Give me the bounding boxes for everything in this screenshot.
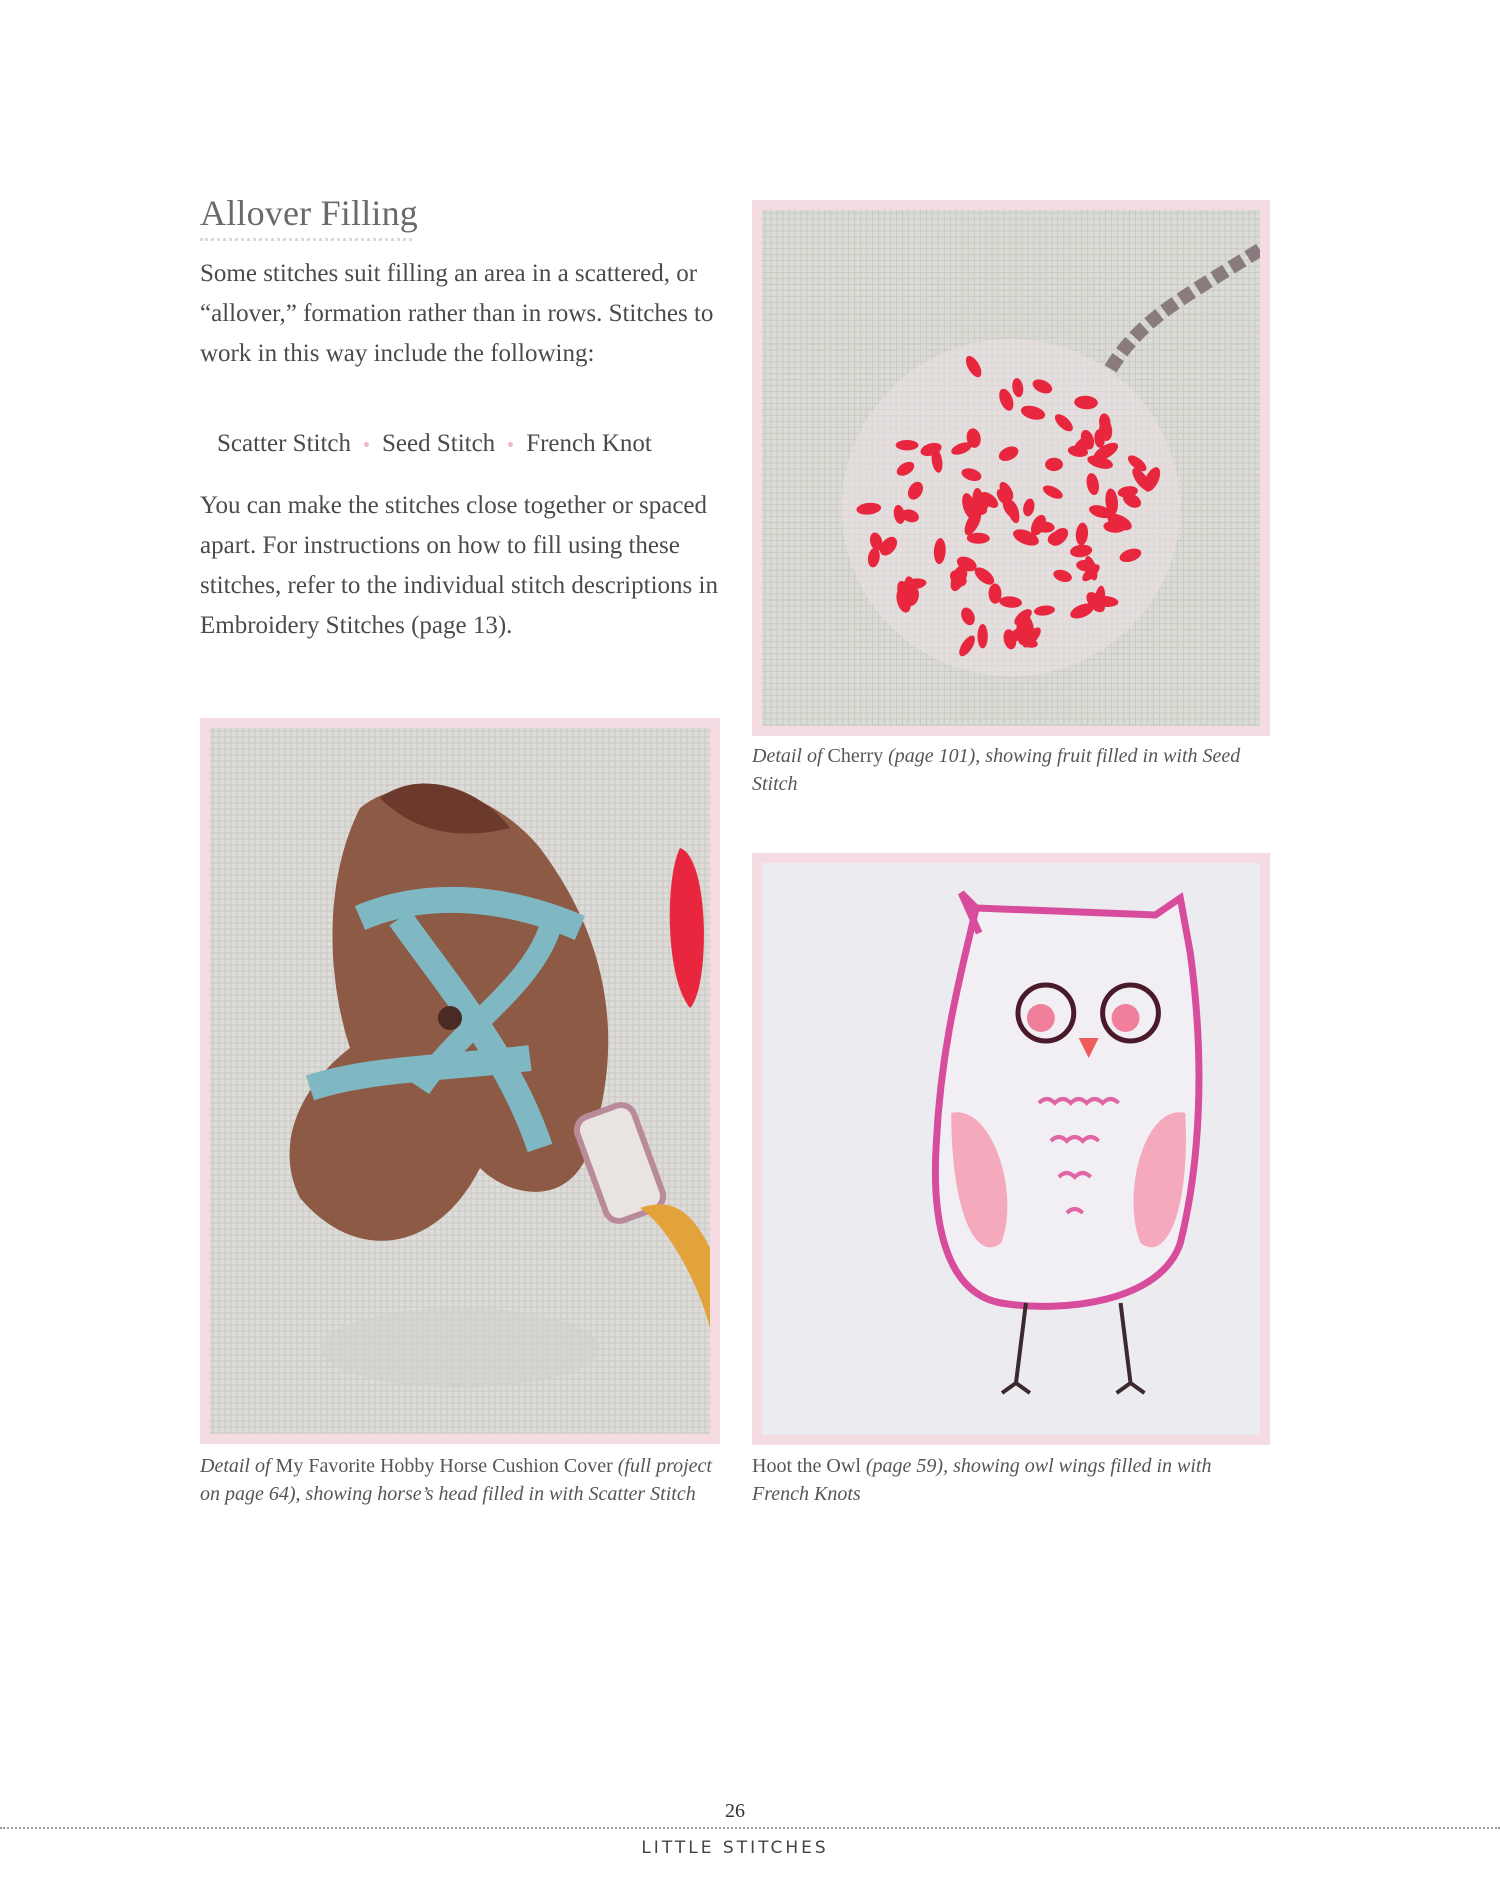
bullet-separator	[351, 442, 382, 447]
horse-embroidery-illustration	[210, 728, 710, 1434]
owl-caption: Hoot the Owl (page 59), showing owl wings filled in with French Knots	[752, 1455, 1212, 1505]
intro-paragraph: Some stitches suit filling an area in a scattered, or “allover,” formation rather than in rows. Stitches to work in this way include the following:	[200, 260, 714, 367]
stitch-list	[217, 430, 652, 458]
horse-photo	[200, 718, 720, 1444]
bullet-separator	[495, 442, 526, 447]
cherry-embroidery-illustration	[762, 210, 1260, 726]
horse-caption: Detail of My Favorite Hobby Horse Cushion Cover (full project on page 64), showing horse’s head filled in with Scatter Stitch	[200, 1455, 712, 1505]
footer-divider	[0, 1827, 1500, 1829]
instructions-paragraph: You can make the stitches close together or spaced apart. For instructions on how to fill using these stitches, refer to the individual stitch descriptions in Embroidery Stitches (page 13).	[200, 492, 718, 639]
cherry-caption: Detail of Cherry (page 101), showing fruit filled in with Seed Stitch	[752, 745, 1241, 795]
owl-embroidery-illustration	[762, 863, 1260, 1435]
section-heading: Allover Filling	[200, 193, 418, 233]
stitch-item: Seed Stitch	[382, 430, 496, 457]
owl-photo	[752, 853, 1270, 1445]
stitch-item: French Knot	[526, 430, 652, 457]
page-number: 26	[725, 1800, 745, 1822]
stitch-item: Scatter Stitch	[217, 430, 351, 457]
running-footer-title: LITTLE STITCHES	[641, 1838, 829, 1858]
heading-underline	[200, 238, 412, 245]
cherry-photo	[752, 200, 1270, 736]
